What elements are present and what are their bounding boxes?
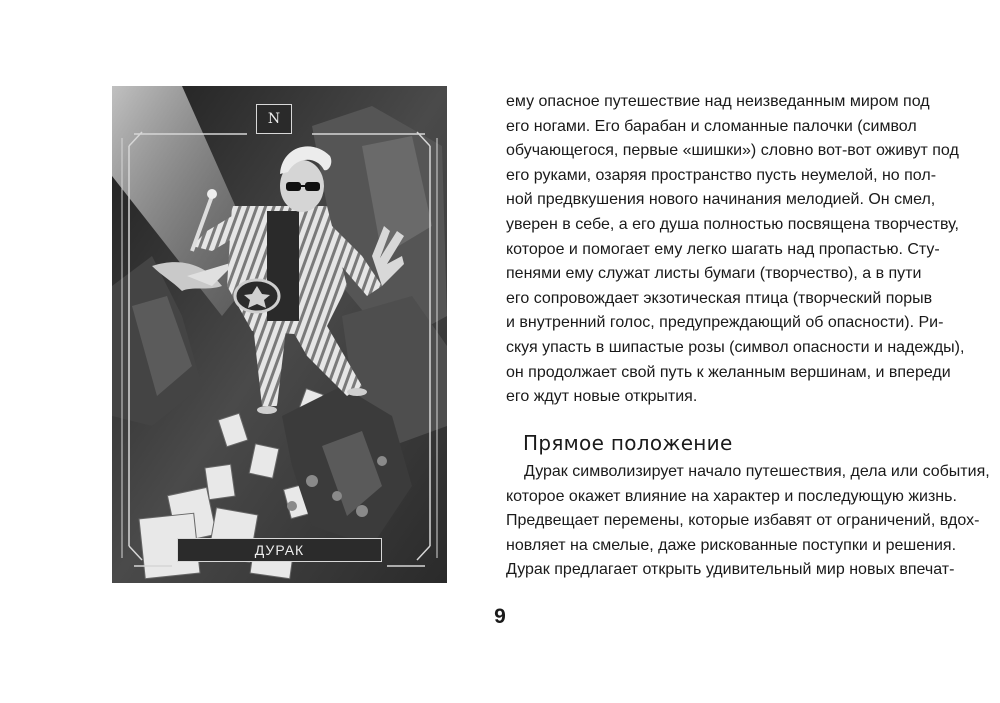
card-name-plate: ДУРАК [177,538,382,562]
text-line: которое и помогает ему легко шагать над пропастью. Сту- [506,240,940,258]
text-line: пенями ему служат листы бумаги (творчество), а в пути [506,265,922,283]
text-line: новляет на смелые, даже рискованные поступки и решения. [506,536,957,554]
text-line: ной предвкушения нового начинания мелодией. Он смел, [506,191,936,209]
text-line: Дурак символизирует начало путешествия, дела или события, [524,463,990,480]
page-number: 9 [494,605,506,628]
text-line: уверен в себе, а его душа полностью посвящена творчеству, [506,215,959,233]
text-line: Предвещает перемены, которые избавят от ограничений, вдох- [506,512,980,530]
text-line: которое окажет влияние на характер и последующую жизнь. [506,487,957,505]
text-line: он продолжает свой путь к желанным вершинам, и впереди [506,363,951,381]
body-paragraph-2 [506,460,990,583]
text-line: скуя упасть в шипастые розы (символ опасности и надежды), [506,338,965,356]
fool-illustration [112,86,447,583]
body-paragraph-1 [506,90,965,410]
text-line: его сопровождает экзотическая птица (творческий порыв [506,289,933,307]
tarot-card-illustration [112,86,447,583]
text-line: Дурак предлагает открыть удивительный мир новых впечат- [506,561,955,579]
text-line: его руками, озаряя пространство пусть неумелой, но пол- [506,166,937,184]
text-line: его ждут новые открытия. [506,388,698,406]
section-heading: Прямое положение [523,431,733,455]
text-line: обучающегося, первые «шишки») словно вот-вот оживут под [506,142,959,160]
text-line: ему опасное путешествие над неизведанным миром под [506,93,930,110]
text-line: его ногами. Его барабан и сломанные палочки (символ [506,117,917,135]
text-line: и внутренний голос, предупреждающий об опасности). Ри- [506,314,944,332]
card-numeral-badge: N [256,104,292,134]
